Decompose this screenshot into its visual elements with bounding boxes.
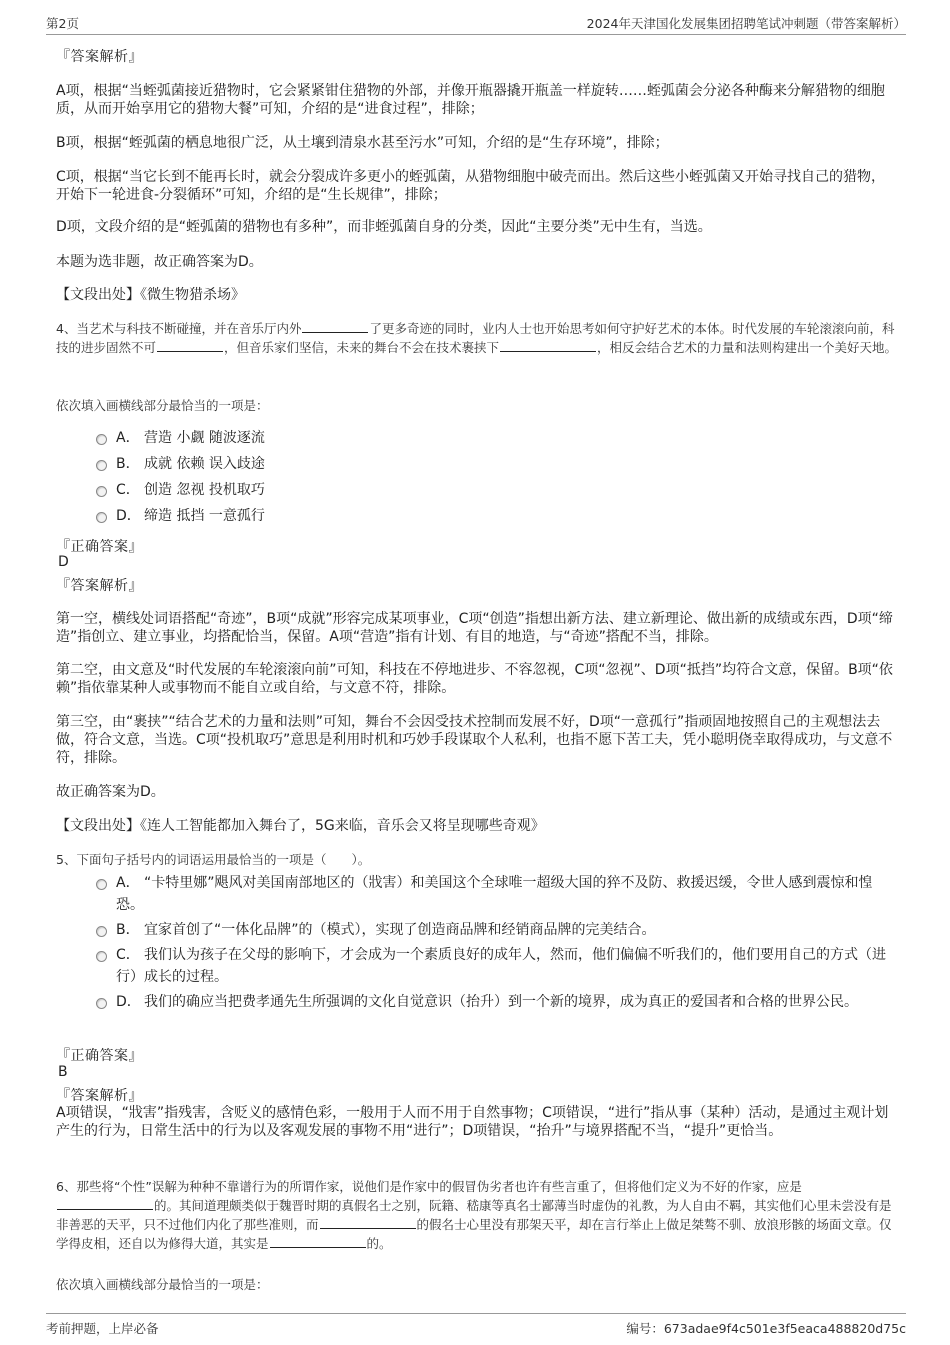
fill-blank[interactable] (270, 1235, 366, 1248)
fill-blank[interactable] (500, 339, 596, 352)
q4-analysis-1: 第一空，横线处词语搭配“奇迹”，B项“成就”形容完成某项事业，C项“创造”指想出新方法、建立新理论、做出新的成绩或东西，D项“缔造”指创立、建立事业，均搭配恰当，保留。A项“营造”指有计划、有目的地造，与“奇迹”搭配不当，排除。 (56, 611, 893, 645)
radio-button[interactable] (96, 512, 107, 523)
fill-blank[interactable] (320, 1216, 416, 1229)
q6-stem-part: 的。 (366, 1236, 392, 1251)
q5-options (96, 872, 896, 1013)
q4-answer: D (58, 554, 70, 570)
q4-stem-part: 4、当艺术与科技不断碰撞，并在音乐厅内外 (56, 321, 302, 336)
document-code: 编号：673adae9f4c501e3f5eaca488820d75c (626, 1321, 906, 1336)
q4-stem-part: ，相反会结合艺术的力量和法则构建出一个美好天地。 (597, 340, 898, 355)
page-number: 第2页 (46, 16, 79, 31)
q3-conclusion: 本题为选非题，故正确答案为D。 (56, 254, 263, 270)
q6-stem-part: 6、那些将“个性”误解为种种不靠谱行为的所谓作家，说他们是作家中的假冒伪劣者也许有些言重了，但将他们定义为不好的作家，应是 (56, 1179, 802, 1194)
q3-analysis-d: D项，文段介绍的是“蛭弧菌的猎物也有多种”，而非蛭弧菌自身的分类，因此“主要分类”无中生有，当选。 (56, 219, 712, 235)
q5-analysis-label: 『答案解析』 (56, 1088, 143, 1104)
q4-instruction: 依次填入画横线部分最恰当的一项是： (56, 398, 269, 413)
q5-answer-label: 『正确答案』 (56, 1048, 143, 1064)
q4-option-b[interactable]: B． 成就 依赖 误入歧途 (96, 453, 896, 475)
document-title: 2024年天津国化发展集团招聘笔试冲刺题（带答案解析） (586, 16, 906, 31)
q6-stem (56, 1177, 898, 1253)
q4-stem-part: 了更多奇迹的同时，业内人士也开始思考如何守护好艺术的本体。时代发展的车轮滚滚向前，科技的进步固然不可 (56, 321, 895, 355)
q3-source: 【文段出处】《微生物猎杀场》 (56, 287, 245, 303)
q6-instruction: 依次填入画横线部分最恰当的一项是： (56, 1277, 269, 1292)
radio-button[interactable] (96, 879, 107, 890)
q5-stem: 5、下面句子括号内的词语运用最恰当的一项是（ ）。 (56, 852, 371, 867)
radio-button[interactable] (96, 434, 107, 445)
q4-conclusion: 故正确答案为D。 (56, 784, 165, 800)
q4-option-d[interactable]: D． 缔造 抵挡 一意孤行 (96, 505, 896, 527)
q3-analysis-c: C项，根据“当它长到不能再长时，就会分裂成许多更小的蛭弧菌，从猎物细胞中破壳而出。然后这些小蛭弧菌又开始寻找自己的猎物，开始下一轮进食-分裂循环”可知，介绍的是“生长规律”，排除； (56, 169, 886, 203)
page-footer (46, 1313, 906, 1336)
q4-option-c[interactable]: C． 创造 忽视 投机取巧 (96, 479, 896, 501)
q5-analysis: A项错误，“戕害”指残害，含贬义的感情色彩，一般用于人而不用于自然事物；C项错误，“进行”指从事（某种）活动，是通过主观计划产生的行为，日常生活中的行为以及客观发展的事物不用“进行”；D项错误，“抬升”与境界搭配不当，“提升”更恰当。 (56, 1105, 889, 1139)
q6-stem-part: 的假名士心里没有那架天平，却在言行举止上做足桀骜不驯、放浪形骸的场面文章。仅学得皮相，还自以为修得大道，其实是 (56, 1217, 892, 1251)
q5-option-b[interactable]: B． 宜家首创了“一体化品牌”的（模式），实现了创造商品牌和经销商品牌的完美结合。 (96, 919, 896, 941)
q4-options (96, 427, 896, 527)
q4-analysis-2: 第二空，由文意及“时代发展的车轮滚滚向前”可知，科技在不停地进步、不容忽视，C项“忽视”、D项“抵挡”均符合文意，保留。B项“依赖”指依靠某种人或事物而不能自立或自给，与文意不符，排除。 (56, 662, 893, 696)
page-header (46, 12, 906, 35)
radio-button[interactable] (96, 460, 107, 471)
q4-stem (56, 319, 898, 357)
q4-analysis-3: 第三空，由“裹挟”“结合艺术的力量和法则”可知，舞台不会因受技术控制而发展不好，D项“一意孤行”指顽固地按照自己的主观想法去做，符合文意，当选。C项“投机取巧”意思是利用时机和巧妙手段谋取个人私利，也指不愿下苦工夫，凭小聪明侥幸取得成功，与文意不符，排除。 (56, 714, 893, 766)
q5-option-d[interactable]: D． 我们的确应当把费孝通先生所强调的文化自觉意识（抬升）到一个新的境界，成为真正的爱国者和合格的世界公民。 (96, 991, 896, 1013)
fill-blank[interactable] (57, 1197, 153, 1210)
radio-button[interactable] (96, 951, 107, 962)
q4-answer-label: 『正确答案』 (56, 539, 143, 555)
q5-answer: B (58, 1064, 69, 1080)
radio-button[interactable] (96, 486, 107, 497)
q5-option-c[interactable]: C． 我们认为孩子在父母的影响下，才会成为一个素质良好的成年人，然而，他们偏偏不听我们的，他们要用自己的方式（进行）成长的过程。 (96, 944, 896, 988)
q6-stem-part: 的。其间道理颇类似于魏晋时期的真假名士之别，阮籍、嵇康等真名士鄙薄当时虚伪的礼教，为人自由不羁，其实他们心里未尝没有是非善恶的天平，只不过他们内化了那些准则，而 (56, 1198, 892, 1232)
radio-button[interactable] (96, 998, 107, 1009)
q4-stem-part: ，但音乐家们坚信，未来的舞台不会在技术裹挟下 (224, 340, 500, 355)
radio-button[interactable] (96, 926, 107, 937)
q3-analysis-a: A项，根据“当蛭弧菌接近猎物时，它会紧紧钳住猎物的外部，并像开瓶器撬开瓶盖一样旋转……蛭弧菌会分泌各种酶来分解猎物的细胞质，从而开始享用它的猎物大餐”可知，介绍的是“进食过程”，排除； (56, 83, 885, 117)
footer-slogan: 考前押题，上岸必备 (46, 1321, 159, 1336)
q4-analysis-label: 『答案解析』 (56, 578, 143, 594)
fill-blank[interactable] (302, 320, 368, 333)
q3-analysis-b: B项，根据“蛭弧菌的栖息地很广泛，从土壤到清泉水甚至污水”可知，介绍的是“生存环境”，排除； (56, 135, 669, 151)
q4-option-a[interactable]: A． 营造 小觑 随波逐流 (96, 427, 896, 449)
q3-analysis-label: 『答案解析』 (56, 49, 143, 65)
fill-blank[interactable] (157, 339, 223, 352)
q4-source: 【文段出处】《连人工智能都加入舞台了，5G来临，音乐会又将呈现哪些奇观》 (56, 818, 545, 834)
q5-option-a[interactable]: A． “卡特里娜”飓风对美国南部地区的（戕害）和美国这个全球唯一超级大国的猝不及防、救援迟缓，令世人感到震惊和惶恐。 (96, 872, 896, 916)
